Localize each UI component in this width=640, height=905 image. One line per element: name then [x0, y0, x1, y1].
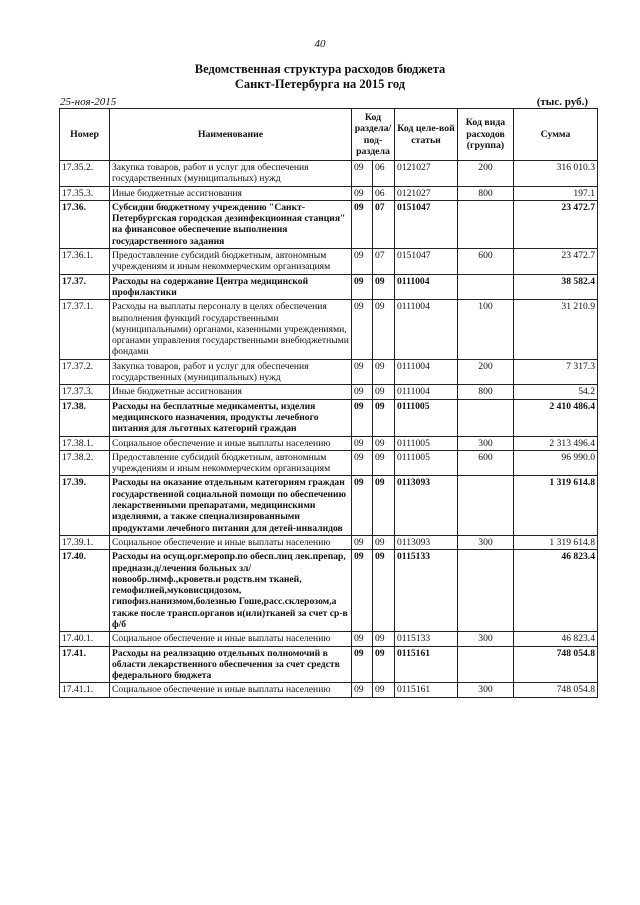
- row-name: Социальное обеспечение и иные выплаты населению: [110, 632, 352, 646]
- row-target: 0113093: [395, 535, 458, 549]
- row-sum: 2 313 496.4: [514, 436, 598, 450]
- row-sum: 54.2: [514, 385, 598, 399]
- row-sum: 316 010.3: [514, 161, 598, 187]
- row-name: Расходы на оказание отдельным категориям граждан государственной социальной помощи по обеспечению лекарственными препаратами, медицинскими изделиями, а также специализированными продуктами лечебного питания для детей-инвалидов: [110, 476, 352, 535]
- row-name: Социальное обеспечение и иные выплаты населению: [110, 436, 352, 450]
- row-expense: 600: [458, 249, 514, 275]
- row-target: 0115161: [395, 683, 458, 697]
- col-number: Номер: [60, 109, 110, 161]
- row-section: 09: [352, 249, 373, 275]
- units-label: (тыс. руб.): [536, 96, 588, 108]
- table-row: [60, 399, 598, 436]
- col-expense: Код вида расходов (группа): [458, 109, 514, 161]
- row-section: 09: [352, 436, 373, 450]
- row-target: 0111005: [395, 450, 458, 476]
- row-section: 09: [352, 476, 373, 535]
- row-subsection: 09: [373, 436, 395, 450]
- row-sum: 23 472.7: [514, 249, 598, 275]
- row-sum: 1 319 614.8: [514, 535, 598, 549]
- row-sum: 7 317.3: [514, 359, 598, 385]
- row-target: 0121027: [395, 161, 458, 187]
- table-row: [60, 359, 598, 385]
- row-target: 0111004: [395, 359, 458, 385]
- table-row: [60, 632, 598, 646]
- row-name: Закупка товаров, работ и услуг для обеспечения государственных (муниципальных) нужд: [110, 161, 352, 187]
- table-row: [60, 476, 598, 535]
- row-section: 09: [352, 550, 373, 632]
- table-body: [60, 161, 598, 698]
- row-sum: 96 990.0: [514, 450, 598, 476]
- row-name: Предоставление субсидий бюджетным, автономным учреждениям и иным некоммерческим организациям: [110, 249, 352, 275]
- row-section: 09: [352, 535, 373, 549]
- row-subsection: 09: [373, 535, 395, 549]
- row-section: 09: [352, 399, 373, 436]
- row-subsection: 09: [373, 646, 395, 683]
- row-sum: 197.1: [514, 186, 598, 200]
- row-expense: [458, 646, 514, 683]
- row-subsection: 07: [373, 200, 395, 248]
- row-expense: [458, 476, 514, 535]
- row-subsection: 09: [373, 359, 395, 385]
- row-target: 0111005: [395, 436, 458, 450]
- table-row: [60, 535, 598, 549]
- row-expense: [458, 200, 514, 248]
- row-target: 0115133: [395, 632, 458, 646]
- row-target: 0121027: [395, 186, 458, 200]
- row-target: 0111004: [395, 274, 458, 300]
- row-name: Предоставление субсидий бюджетным, автономным учреждениям и иным некоммерческим организациям: [110, 450, 352, 476]
- page-number: 40: [314, 38, 326, 50]
- row-section: 09: [352, 385, 373, 399]
- table-row: [60, 550, 598, 632]
- title-line-1: Ведомственная структура расходов бюджета: [194, 62, 446, 76]
- row-subsection: 09: [373, 632, 395, 646]
- row-expense: [458, 274, 514, 300]
- row-name: Расходы на реализацию отдельных полномочий в области лекарственного обеспечения за счет средств федерального бюджета: [110, 646, 352, 683]
- row-name: Субсидии бюджетному учреждению "Санкт-Петербургская городская дезинфекционная станция" на финансовое обеспечение выполнения государственного задания: [110, 200, 352, 248]
- table-row: [60, 249, 598, 275]
- table-row: [60, 450, 598, 476]
- table-row: [60, 274, 598, 300]
- table-row: [60, 683, 598, 697]
- row-subsection: 07: [373, 249, 395, 275]
- row-section: 09: [352, 274, 373, 300]
- row-number: 17.38.1.: [60, 436, 110, 450]
- row-subsection: 06: [373, 161, 395, 187]
- row-expense: 800: [458, 385, 514, 399]
- row-expense: 300: [458, 632, 514, 646]
- row-number: 17.35.3.: [60, 186, 110, 200]
- row-number: 17.37.3.: [60, 385, 110, 399]
- table-row: [60, 186, 598, 200]
- row-section: 09: [352, 450, 373, 476]
- row-number: 17.39.1.: [60, 535, 110, 549]
- row-section: 09: [352, 300, 373, 359]
- col-target: Код целе-вой статьи: [395, 109, 458, 161]
- row-number: 17.37.: [60, 274, 110, 300]
- row-subsection: 09: [373, 476, 395, 535]
- row-target: 0111004: [395, 385, 458, 399]
- row-section: 09: [352, 161, 373, 187]
- row-name: Иные бюджетные ассигнования: [110, 385, 352, 399]
- row-section: 09: [352, 200, 373, 248]
- table-row: [60, 300, 598, 359]
- row-sum: 1 319 614.8: [514, 476, 598, 535]
- row-name: Социальное обеспечение и иные выплаты населению: [110, 535, 352, 549]
- row-subsection: 09: [373, 399, 395, 436]
- row-expense: [458, 550, 514, 632]
- row-section: 09: [352, 186, 373, 200]
- row-number: 17.37.1.: [60, 300, 110, 359]
- table-header-row: [60, 109, 598, 161]
- row-target: 0115161: [395, 646, 458, 683]
- row-subsection: 09: [373, 274, 395, 300]
- row-expense: 300: [458, 683, 514, 697]
- row-expense: 200: [458, 359, 514, 385]
- col-section: Код раздела/ под-раздела: [352, 109, 395, 161]
- row-sum: 2 410 486.4: [514, 399, 598, 436]
- row-sum: 748 054.8: [514, 646, 598, 683]
- table-row: [60, 200, 598, 248]
- row-subsection: 09: [373, 683, 395, 697]
- row-name: Социальное обеспечение и иные выплаты населению: [110, 683, 352, 697]
- row-expense: 200: [458, 161, 514, 187]
- row-name: Закупка товаров, работ и услуг для обеспечения государственных (муниципальных) нужд: [110, 359, 352, 385]
- row-expense: [458, 399, 514, 436]
- budget-table: [59, 108, 598, 698]
- table-row: [60, 161, 598, 187]
- row-subsection: 09: [373, 550, 395, 632]
- col-sum: Сумма: [514, 109, 598, 161]
- row-name: Иные бюджетные ассигнования: [110, 186, 352, 200]
- row-sum: 46 823.4: [514, 632, 598, 646]
- row-target: 0151047: [395, 249, 458, 275]
- row-number: 17.37.2.: [60, 359, 110, 385]
- row-section: 09: [352, 683, 373, 697]
- row-target: 0151047: [395, 200, 458, 248]
- table-row: [60, 436, 598, 450]
- row-subsection: 09: [373, 450, 395, 476]
- row-section: 09: [352, 359, 373, 385]
- row-target: 0115133: [395, 550, 458, 632]
- row-number: 17.38.2.: [60, 450, 110, 476]
- row-expense: 600: [458, 450, 514, 476]
- row-number: 17.39.: [60, 476, 110, 535]
- row-number: 17.36.1.: [60, 249, 110, 275]
- row-number: 17.40.: [60, 550, 110, 632]
- row-sum: 38 582.4: [514, 274, 598, 300]
- row-subsection: 09: [373, 385, 395, 399]
- row-sum: 23 472.7: [514, 200, 598, 248]
- row-section: 09: [352, 646, 373, 683]
- row-number: 17.36.: [60, 200, 110, 248]
- row-number: 17.38.: [60, 399, 110, 436]
- row-sum: 46 823.4: [514, 550, 598, 632]
- row-subsection: 09: [373, 300, 395, 359]
- row-expense: 100: [458, 300, 514, 359]
- row-subsection: 06: [373, 186, 395, 200]
- row-number: 17.40.1.: [60, 632, 110, 646]
- row-name: Расходы на бесплатные медикаменты, изделия медицинского назначения, продукты лечебного питания для льготных категорий граждан: [110, 399, 352, 436]
- row-target: 0111005: [395, 399, 458, 436]
- row-sum: 748 054.8: [514, 683, 598, 697]
- row-name: Расходы на выплаты персоналу в целях обеспечения выполнения функций государственными (муниципальными) органами, казенными учреждениями, органами управления государственными внебюджетными фондами: [110, 300, 352, 359]
- col-name: Наименование: [110, 109, 352, 161]
- row-target: 0111004: [395, 300, 458, 359]
- title-line-2: Санкт-Петербурга на 2015 год: [234, 77, 406, 91]
- report-date: 25-ноя-2015: [60, 96, 117, 108]
- row-expense: 300: [458, 535, 514, 549]
- page-title: [0, 62, 640, 92]
- row-number: 17.41.1.: [60, 683, 110, 697]
- table-row: [60, 646, 598, 683]
- row-number: 17.35.2.: [60, 161, 110, 187]
- row-name: Расходы на осущ.орг.меропр.по обесп.лиц лек.препар, предназн.д/лечения больных зл/новообр.лимф.,кроветв.и родств.нм тканей, гемофилией,муковисцидозом, гипофиз.нанизмом,болезнью Гоше,расс.склерозом,а также после трансп.органов и(или)тканей за счет ср-в ф/б: [110, 550, 352, 632]
- table-row: [60, 385, 598, 399]
- row-expense: 800: [458, 186, 514, 200]
- row-sum: 31 210.9: [514, 300, 598, 359]
- row-target: 0113093: [395, 476, 458, 535]
- row-number: 17.41.: [60, 646, 110, 683]
- row-section: 09: [352, 632, 373, 646]
- row-expense: 300: [458, 436, 514, 450]
- row-name: Расходы на содержание Центра медицинской профилактики: [110, 274, 352, 300]
